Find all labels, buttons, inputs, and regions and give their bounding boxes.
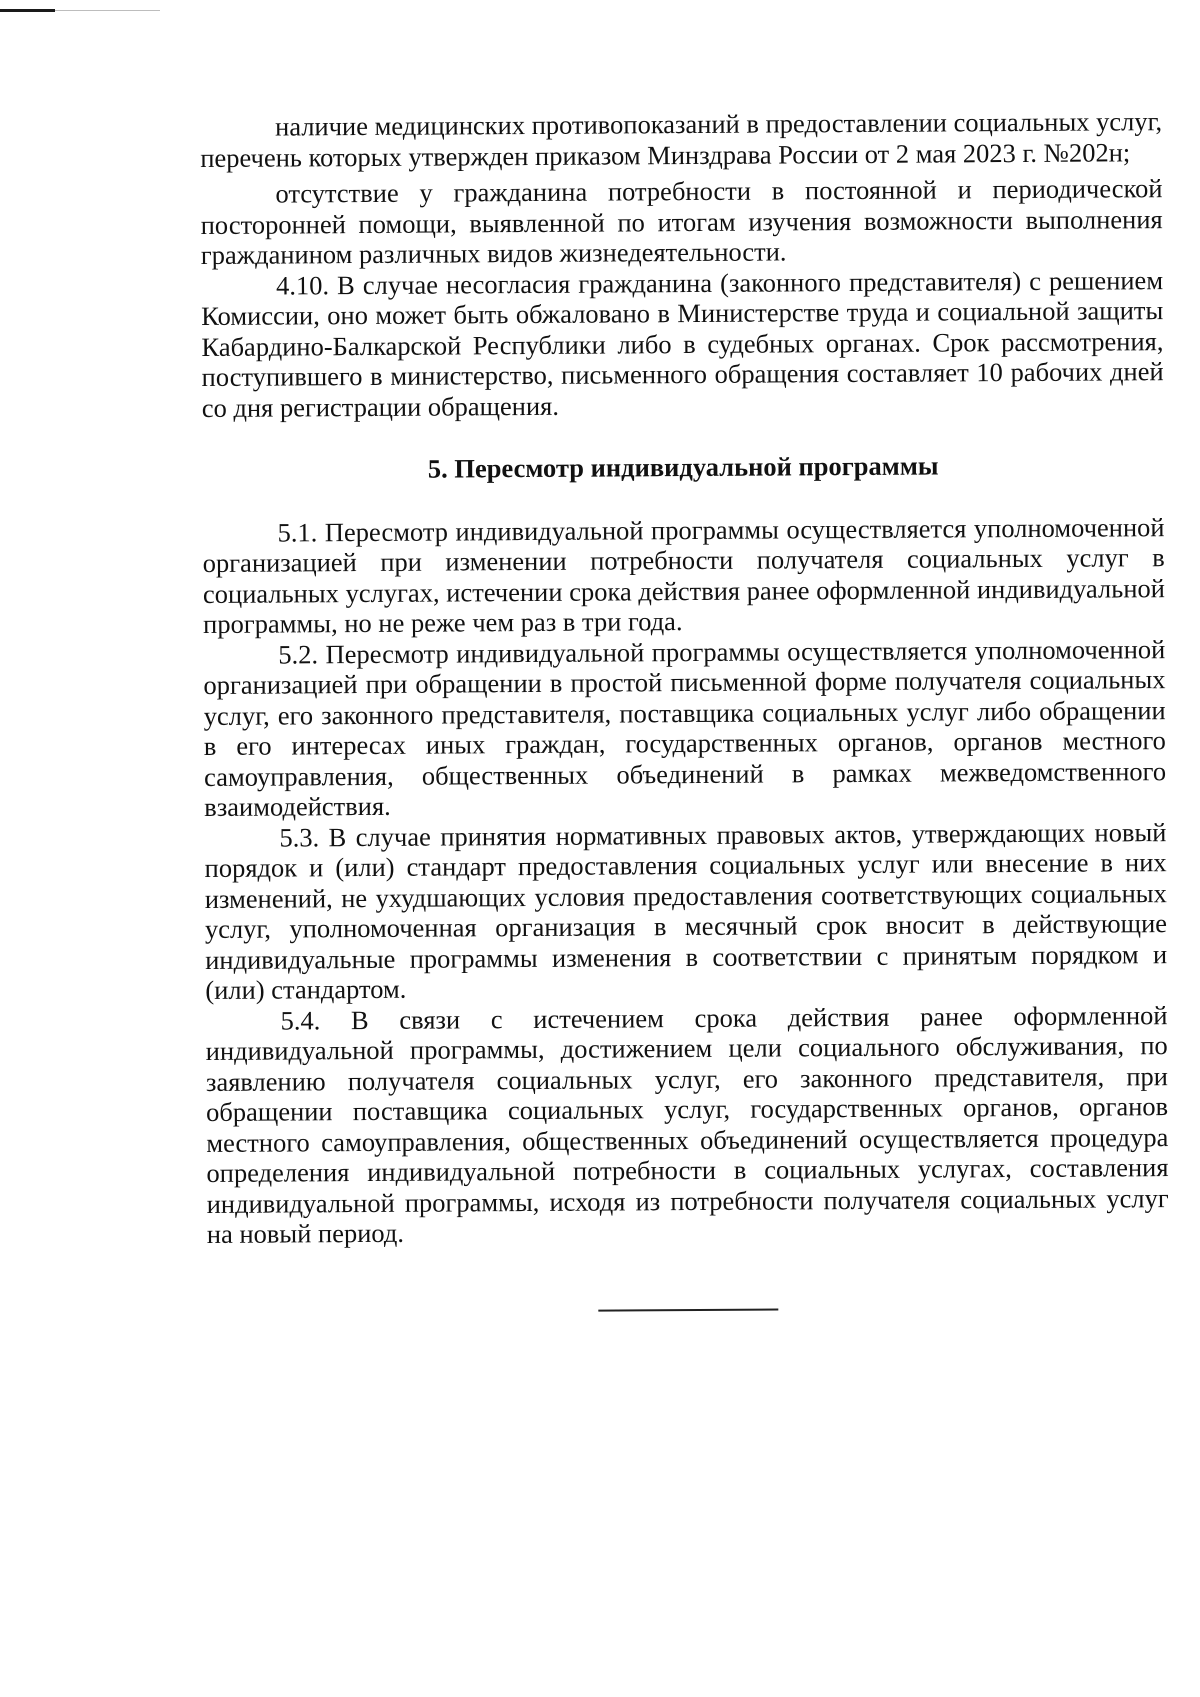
document-page xyxy=(200,106,1169,1313)
section-heading: 5. Пересмотр индивидуальной программы xyxy=(427,450,939,484)
paragraph-5-3: 5.3. В случае принятия нормативных правовых актов, утверждающих новый порядок и (или) стандарт предоставления социальных услуг или внесение в них изменений, не ухудшающих условия предоставления соответствующих социальных услуг, уполномоченная организация в месячный срок вносит в действующие индивидуальные программы изменения в соответствии с принятым порядком и (или) стандартом. xyxy=(204,816,1168,1005)
paragraph-no-need-assistance: отсутствие у гражданина потребности в постоянной и периодической посторонней помощи, выявленной по итогам изучения возможности выполнения гражданином различных видов жизнедеятельности. xyxy=(200,173,1163,270)
paragraph-5-2: 5.2. Пересмотр индивидуальной программы осуществляется уполномоченной организацией при обращении в простой письменной форме получателя социальных услуг, его законного представителя, поставщика социальных услуг либо обращении в его интересах иных граждан, государственных органов, органов местного самоуправления, общественных объединений в рамках межведомственного взаимодействия. xyxy=(203,633,1167,822)
paragraph-contraindications: наличие медицинских противопоказаний в предоставлении социальных услуг, перечень которых утвержден приказом Минздрава России от 2 мая 2023 г. №202н; xyxy=(200,106,1163,173)
paragraph-5-4: 5.4. В связи с истечением срока действия ранее оформленной индивидуальной программы, достижением цели социального обслуживания, по заявлению получателя социальных услуг, его законного представителя, при обращении поставщика социальных услуг, государственных органов, органов местного самоуправления, общественных объединений осуществляется процедура определения индивидуальной потребности в социальных услугах, составления индивидуальной программы, исходя из потребности получателя социальных услуг на новый период. xyxy=(205,999,1169,1249)
scan-edge-mark-faint xyxy=(55,10,160,11)
end-of-document-rule xyxy=(598,1308,778,1311)
paragraph-5-1: 5.1. Пересмотр индивидуальной программы осуществляется уполномоченной организацией при изменении потребности получателя социальных услуг в социальных услугах, истечении срока действия ранее оформленной индивидуальной программы, но не реже чем раз в три года. xyxy=(202,511,1166,639)
paragraph-4-10-appeal: 4.10. В случае несогласия гражданина (законного представителя) с решением Комиссии, оно может быть обжаловано в Министерстве труда и социальной защиты Кабардино-Балкарской Республики либо в судебных органах. Срок рассмотрения, поступившего в министерство, письменного обращения составляет 10 рабочих дней со дня регистрации обращения. xyxy=(201,264,1164,423)
scan-edge-mark xyxy=(0,9,55,12)
